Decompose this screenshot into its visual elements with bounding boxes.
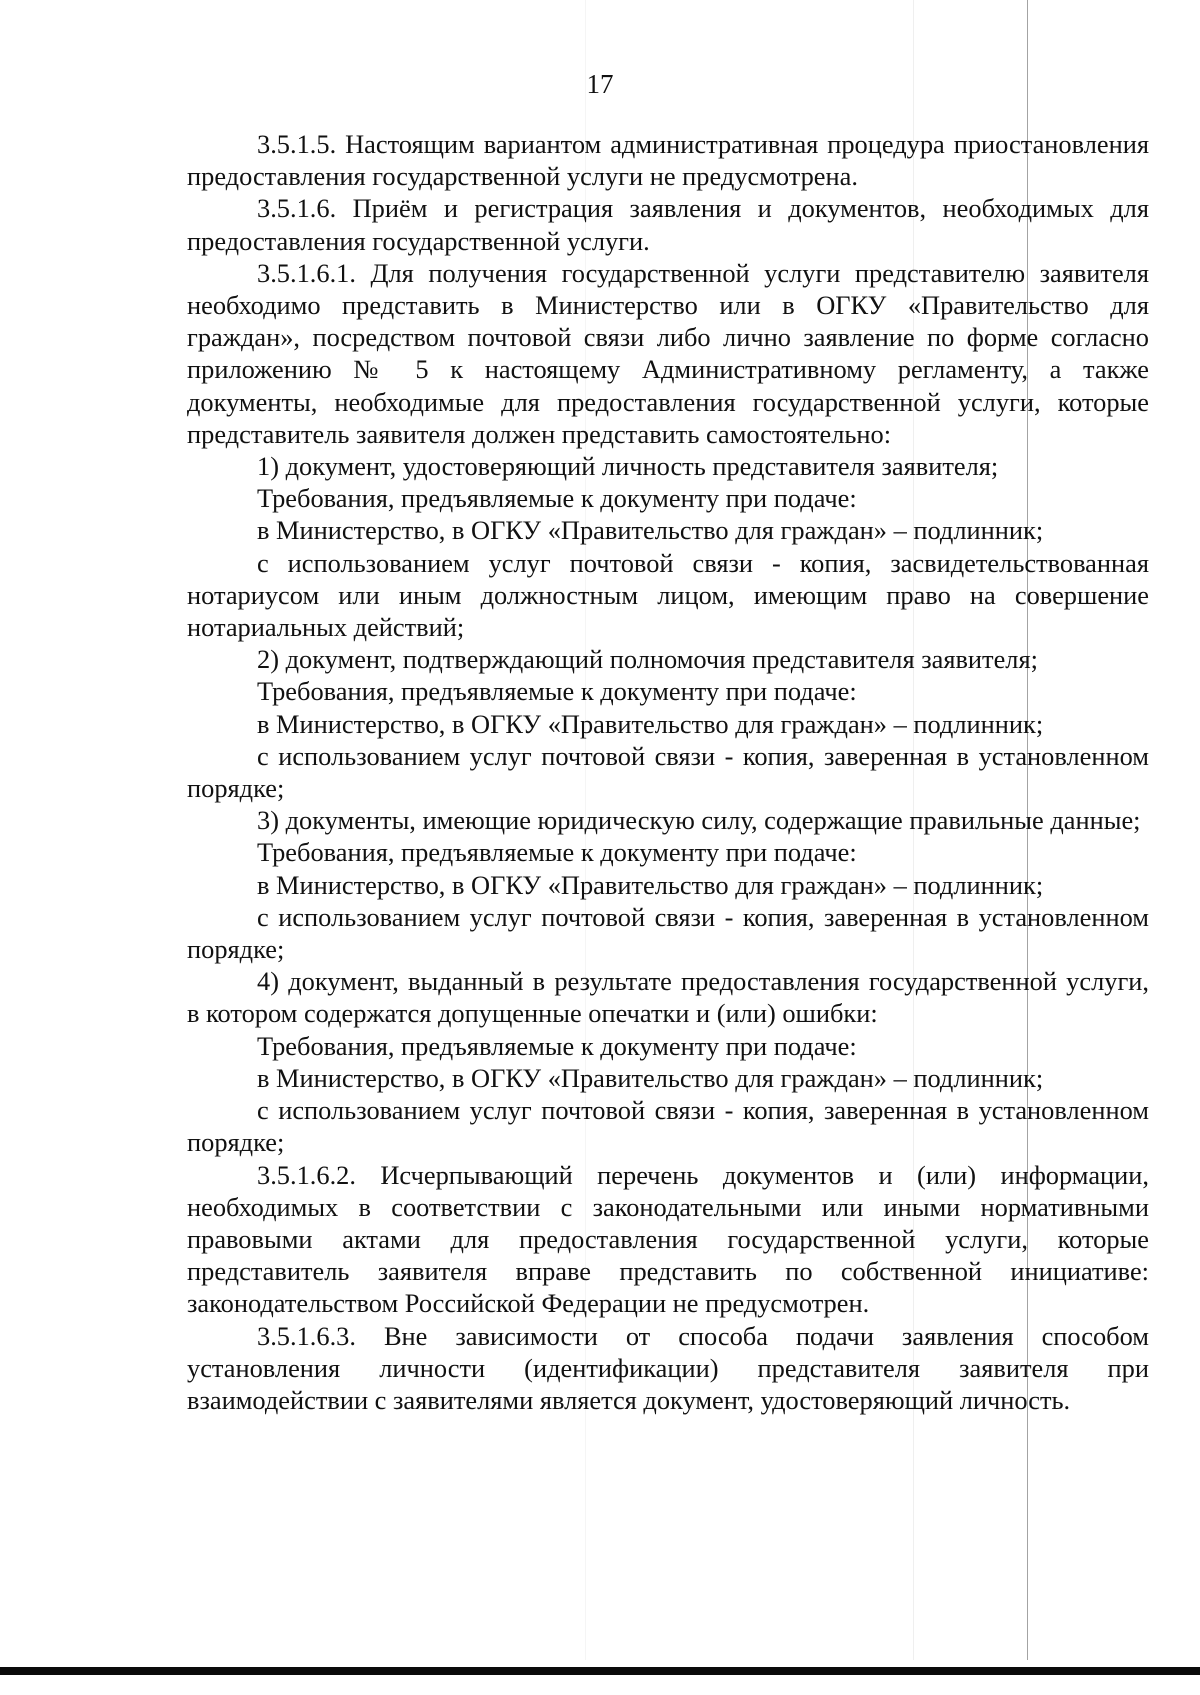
paragraph: 3.5.1.6.1. Для получения государственной услуги представителю заявителя необходимо представить в Министерство или в ОГКУ «Правительство для граждан», посредством почтовой связи либо лично заявление по форме согласно приложению № 5 к настоящему Административному регламенту, а также документы, необходимые для предоставления государственной услуги, которые представитель заявителя должен представить самостоятельно: <box>187 257 1149 449</box>
list-item: 1) документ, удостоверяющий личность представителя заявителя; <box>257 451 999 482</box>
paragraph: с использованием услуг почтовой связи - копия, заверенная в установленном порядке; <box>187 901 1149 965</box>
paragraph: в Министерство, в ОГКУ «Правительство для граждан» – подлинник; <box>257 1062 1044 1093</box>
paragraph: 3.5.1.6.2. Исчерпывающий перечень документов и (или) информации, необходимых в соответствии с законодательными или иными нормативными правовыми актами для предоставления государственной услуги, которые представитель заявителя вправе представить по собственной инициативе: законодательством Российской Федерации не предусмотрен. <box>187 1159 1149 1319</box>
paragraph: 3.5.1.6.3. Вне зависимости от способа подачи заявления способом установления личности (идентификации) представителя заявителя при взаимодействии с заявителями является документ, удостоверяющий личность. <box>187 1320 1149 1415</box>
list-item: 2) документ, подтверждающий полномочия представителя заявителя; <box>257 644 1038 675</box>
paragraph: с использованием услуг почтовой связи - копия, засвидетельствованная нотариусом или иным должностным лицом, имеющим право на совершение нотариальных действий; <box>187 547 1149 643</box>
scan-bottom-border <box>0 1667 1200 1675</box>
paragraph: с использованием услуг почтовой связи - копия, заверенная в установленном порядке; <box>187 1095 1149 1158</box>
paragraph: Требования, предъявляемые к документу при подаче: <box>257 837 857 868</box>
list-item: 4) документ, выданный в результате предоставления государственной услуги, в котором содержатся допущенные опечатки и (или) ошибки: <box>187 966 1149 1029</box>
document-body <box>187 128 1149 1416</box>
list-item: 3) документы, имеющие юридическую силу, содержащие правильные данные; <box>257 805 1141 836</box>
paragraph: 3.5.1.5. Настоящим вариантом административная процедура приостановления предоставления государственной услуги не предусмотрена. <box>187 129 1149 192</box>
paragraph: в Министерство, в ОГКУ «Правительство для граждан» – подлинник; <box>257 708 1044 739</box>
paragraph: с использованием услуг почтовой связи - копия, заверенная в установленном порядке; <box>187 740 1149 804</box>
paragraph: Требования, предъявляемые к документу при подаче: <box>257 1030 857 1061</box>
page-number: 17 <box>586 69 614 99</box>
paragraph: 3.5.1.6. Приём и регистрация заявления и документов, необходимых для предоставления государственной услуги. <box>187 193 1149 256</box>
paragraph: в Министерство, в ОГКУ «Правительство для граждан» – подлинник; <box>257 515 1044 546</box>
paragraph: Требования, предъявляемые к документу при подаче: <box>257 676 857 707</box>
paragraph: Требования, предъявляемые к документу при подаче: <box>257 483 857 514</box>
paragraph: в Министерство, в ОГКУ «Правительство для граждан» – подлинник; <box>257 869 1044 900</box>
